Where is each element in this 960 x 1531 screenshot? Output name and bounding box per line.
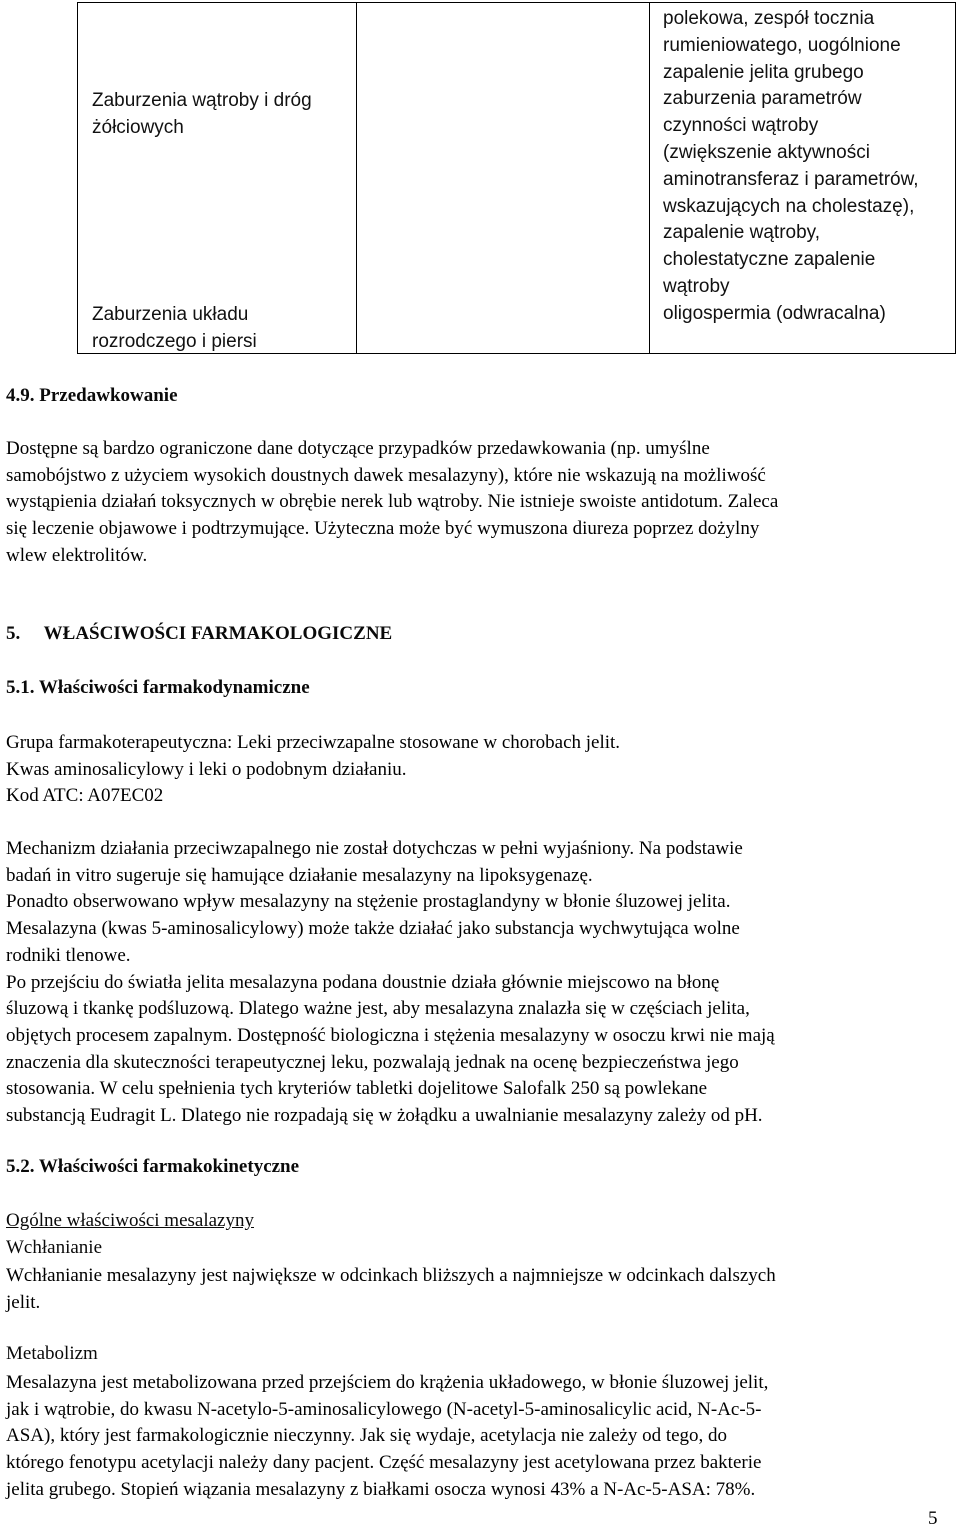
paragraph-line: Wchłanianie mesalazyny jest największe w odcinkach bliższych a najmniejsze w odcinkach dalszych bbox=[6, 1265, 776, 1286]
paragraph-line: jelit. bbox=[6, 1291, 41, 1313]
paragraph-line: śluzową i tkankę podśluzową. Dlatego ważne jest, aby mesalazyna znalazła się w częściach jelita, bbox=[6, 998, 750, 1020]
paragraph-line: Ponadto obserwowano wpływ mesalazyny na stężenie prostaglandyny w błonie śluzowej jelita. bbox=[6, 891, 731, 913]
table-cell-line: oligospermia (odwracalna) bbox=[663, 302, 886, 324]
table-cell-effects bbox=[663, 6, 953, 328]
paragraph-line: Kod ATC: A07EC02 bbox=[6, 785, 164, 807]
paragraph-line: rodniki tlenowe. bbox=[6, 944, 131, 966]
paragraph-line: substancją Eudragit L. Dlatego nie rozpadają się w żołądku a uwalnianie mesalazyny zależy od pH. bbox=[6, 1105, 763, 1127]
paragraph-line: Grupa farmakoterapeutyczna: Leki przeciwzapalne stosowane w chorobach jelit. bbox=[6, 732, 621, 753]
paragraph-line: wlew elektrolitów. bbox=[6, 544, 148, 566]
section-heading-overdose: 4.9. Przedawkowanie bbox=[6, 385, 178, 406]
table-cell-line: polekowa, zespół tocznia bbox=[663, 8, 875, 29]
table-cell-line: żółciowych bbox=[92, 117, 184, 138]
paragraph-line: Dostępne są bardzo ograniczone dane dotyczące przypadków przedawkowania (np. umyślne bbox=[6, 438, 710, 459]
section-heading-pharmacokinetic: 5.2. Właściwości farmakokinetyczne bbox=[6, 1156, 300, 1177]
section-heading-pharmacological: 5. WŁAŚCIWOŚCI FARMAKOLOGICZNE bbox=[6, 623, 393, 644]
paragraph-line: stosowania. W celu spełnienia tych kryteriów tabletki dojelitowe Salofalk 250 są powlekane bbox=[6, 1078, 708, 1100]
paragraph-line: Mechanizm działania przeciwzapalnego nie został dotychczas w pełni wyjaśniony. Na podstawie bbox=[6, 838, 743, 859]
table-cell-line: zapalenie wątroby, bbox=[663, 222, 821, 244]
paragraph-line: jak i wątrobie, do kwasu N-acetylo-5-aminosalicylowego (N-acetyl-5-aminosalicylic acid, N-Ac-5- bbox=[6, 1398, 762, 1420]
paragraph-line: Kwas aminosalicylowy i leki o podobnym działaniu. bbox=[6, 758, 407, 780]
paragraph-line: ASA), który jest farmakologicznie nieczynny. Jak się wydaje, acetylacja nie zależy od tego, do bbox=[6, 1425, 728, 1447]
table-cell-reproductive bbox=[92, 301, 352, 355]
table-cell-line: Zaburzenia wątroby i dróg bbox=[92, 90, 312, 111]
mechanism-paragraph bbox=[6, 836, 926, 1130]
pharmacotherapeutic-group bbox=[6, 730, 926, 810]
overdose-paragraph bbox=[6, 436, 926, 570]
table-cell-line: rumieniowatego, uogólnione bbox=[663, 34, 901, 56]
table-cell-line: zapalenie jelita grubego bbox=[663, 61, 864, 83]
table-column-divider bbox=[356, 3, 357, 353]
metabolism-label: Metabolizm bbox=[6, 1343, 98, 1364]
table-cell-line: (zwiększenie aktywności bbox=[663, 141, 870, 163]
table-cell-hepatobiliary bbox=[92, 87, 352, 141]
paragraph-line: samobójstwo z użyciem wysokich doustnych dawek mesalazyny), które nie wskazują na możliwość bbox=[6, 464, 766, 486]
table-cell-line: zaburzenia parametrów bbox=[663, 88, 862, 110]
paragraph-line: Mesalazyna jest metabolizowana przed przejściem do krążenia układowego, w błonie śluzowej jelit, bbox=[6, 1372, 769, 1393]
table-cell-line: wskazujących na cholestazę), bbox=[663, 195, 915, 217]
paragraph-line: objętych procesem zapalnym. Dostępność biologiczna i stężenia mesalazyny w osoczu krwi nie mają bbox=[6, 1024, 775, 1046]
table-cell-line: Zaburzenia układu bbox=[92, 304, 249, 325]
paragraph-line: badań in vitro sugeruje się hamujące działanie mesalazyny na lipoksygenazę. bbox=[6, 864, 593, 886]
absorption-paragraph bbox=[6, 1263, 926, 1316]
table-cell-line: rozrodczego i piersi bbox=[92, 331, 257, 352]
paragraph-line: wystąpienia działań toksycznych w obrębie nerek lub wątroby. Nie istnieje swoiste antidotum. Zaleca bbox=[6, 491, 779, 513]
table-cell-line: cholestatyczne zapalenie bbox=[663, 249, 876, 271]
general-properties-label: Ogólne właściwości mesalazyny bbox=[6, 1210, 254, 1231]
table-cell-line: czynności wątroby bbox=[663, 115, 819, 137]
paragraph-line: Po przejściu do światła jelita mesalazyna podana doustnie działa głównie miejscowo na błonę bbox=[6, 971, 720, 993]
paragraph-line: którego fenotypu acetylacji należy dany pacjent. Część mesalazyny jest acetylowana przez bakterie bbox=[6, 1452, 762, 1474]
section-heading-pharmacodynamic: 5.1. Właściwości farmakodynamiczne bbox=[6, 677, 310, 698]
table-cell-line: wątroby bbox=[663, 275, 730, 297]
paragraph-line: się leczenie objawowe i podtrzymujące. Użyteczna może być wymuszona diureza poprzez dożylny bbox=[6, 518, 760, 540]
metabolism-paragraph bbox=[6, 1370, 926, 1504]
table-cell-line: aminotransferaz i parametrów, bbox=[663, 168, 919, 190]
absorption-label: Wchłanianie bbox=[6, 1237, 103, 1258]
paragraph-line: jelita grubego. Stopień wiązania mesalazyny z białkami osocza wynosi 43% a N-Ac-5-ASA: 78%. bbox=[6, 1478, 756, 1500]
page-number: 5 bbox=[928, 1508, 938, 1529]
paragraph-line: Mesalazyna (kwas 5-aminosalicylowy) może także działać jako substancja wychwytująca wolne bbox=[6, 918, 740, 940]
paragraph-line: znaczenia dla skuteczności terapeutycznej leku, pozwalają jednak na ocenę bezpieczeństwa jego bbox=[6, 1051, 739, 1073]
table-column-divider bbox=[649, 3, 650, 353]
adverse-effects-table bbox=[77, 2, 956, 354]
